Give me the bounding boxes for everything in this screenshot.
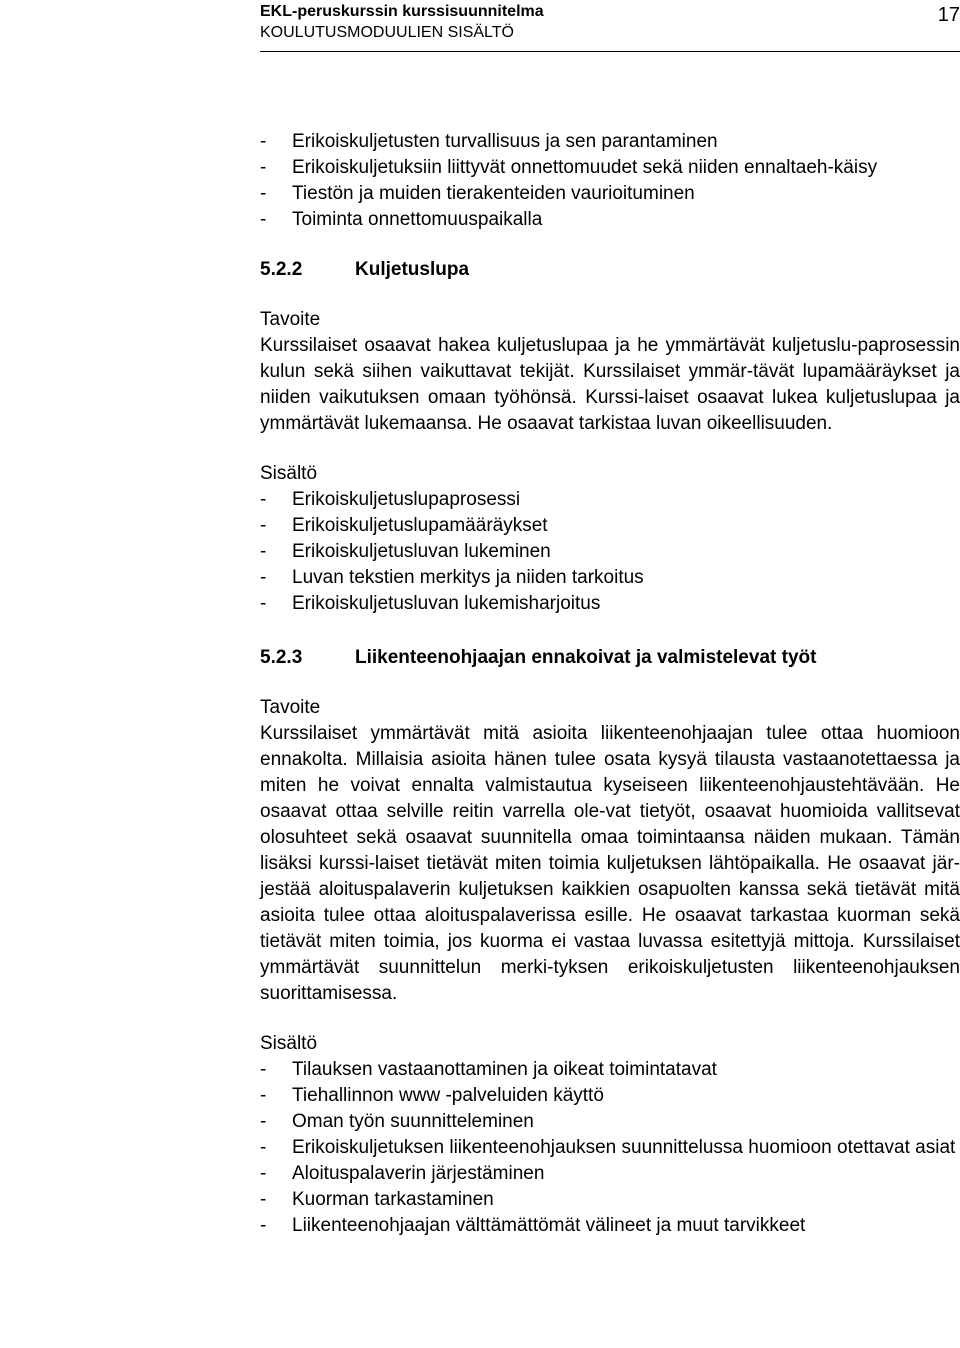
- list-item: - Oman työn suunnitteleminen: [260, 1109, 960, 1135]
- list-item: - Erikoiskuljetusten turvallisuus ja sen parantaminen: [260, 129, 960, 155]
- section-title: Kuljetuslupa: [355, 259, 470, 280]
- page-content: [260, 129, 960, 1239]
- header-subtitle: KOULUTUSMODUULIEN SISÄLTÖ: [260, 24, 514, 41]
- list-item: - Erikoiskuljetuksen liikenteenohjauksen suunnittelussa huomioon otettavat asiat: [260, 1135, 960, 1161]
- list-item: - Aloituspalaverin järjestäminen: [260, 1161, 960, 1187]
- list-item: - Erikoiskuljetuslupaprosessi: [260, 487, 960, 513]
- section-heading-523: [260, 645, 960, 671]
- header-title: EKL-peruskurssin kurssisuunnitelma: [260, 3, 544, 20]
- list-item: - Erikoiskuljetusluvan lukemisharjoitus: [260, 591, 960, 617]
- tavoite-label: Tavoite: [260, 309, 321, 330]
- header-divider: [260, 51, 960, 52]
- list-item: - Tilauksen vastaanottaminen ja oikeat toimintatavat: [260, 1057, 960, 1083]
- page-header: [260, 0, 960, 52]
- sisalto-label: Sisältö: [260, 1033, 318, 1054]
- sisalto-label: Sisältö: [260, 463, 318, 484]
- tavoite-text: Kurssilaiset ymmärtävät mitä asioita liikenteenohjaajan tulee ottaa huomioon ennakolta. Millaisia asioita hänen tulee osata kysyä tilausta vastaanotettaessa ja miten he voivat ennalta valmistautua kyseiseen liikenteenohjaustehtävään. He osaavat ottaa selville reitin varrella ole-vat tietyöt, osaavat huomioida vallitsevat olosuhteet sekä osaavat suunnitella omaa toimintaansa näiden mukaan. Tämän lisäksi kurssi-laiset tietävät miten toimia kuljetuksen lähtöpaikalla. He osaavat jär-jestää aloituspalaverin kuljetuksen kaikkien osapuolten kanssa sekä tietävät mitä asioita tulee ottaa aloituspalaverissa esille. He osaavat tarkastaa kuorman sekä tietävät miten toimia, jos kuorma ei vastaa luvassa esitettyjä mittoja. Kurssilaiset ymmärtävät suunnittelun merki-tyksen erikoiskuljetusten liikenteenohjauksen suorittamisessa.: [260, 723, 960, 1004]
- list-item: - Erikoiskuljetuksiin liittyvät onnettomuudet sekä niiden ennaltaeh-käisy: [260, 155, 960, 181]
- list-item: - Erikoiskuljetusluvan lukeminen: [260, 539, 960, 565]
- intro-list: [260, 129, 960, 233]
- section-number: 5.2.3: [260, 647, 303, 668]
- page-number: 17: [937, 4, 960, 26]
- list-item: - Luvan tekstien merkitys ja niiden tarkoitus: [260, 565, 960, 591]
- section-heading-522: [260, 257, 960, 283]
- list-item: - Liikenteenohjaajan välttämättömät välineet ja muut tarvikkeet: [260, 1213, 960, 1239]
- list-item: - Kuorman tarkastaminen: [260, 1187, 960, 1213]
- list-item: - Erikoiskuljetuslupamääräykset: [260, 513, 960, 539]
- section-title: Liikenteenohjaajan ennakoivat ja valmistelevat työt: [355, 647, 817, 668]
- tavoite-text: Kurssilaiset osaavat hakea kuljetuslupaa ja he ymmärtävät kuljetuslu-paprosessin kulun sekä siihen vaikuttavat tekijät. Kurssilaiset ymmär-tävät lupamääräykset ja niiden vaikutuksen omaan työhönsä. Kurssi-laiset osaavat lukea kuljetuslupaa ja ymmärtävät lukemaansa. He osaavat tarkistaa luvan oikeellisuuden.: [260, 335, 960, 434]
- sisalto-list: [260, 487, 960, 617]
- list-item: - Toiminta onnettomuuspaikalla: [260, 207, 960, 233]
- tavoite-label: Tavoite: [260, 697, 321, 718]
- list-item: - Tiehallinnon www -palveluiden käyttö: [260, 1083, 960, 1109]
- sisalto-list: [260, 1057, 960, 1239]
- section-number: 5.2.2: [260, 259, 303, 280]
- list-item: - Tiestön ja muiden tierakenteiden vaurioituminen: [260, 181, 960, 207]
